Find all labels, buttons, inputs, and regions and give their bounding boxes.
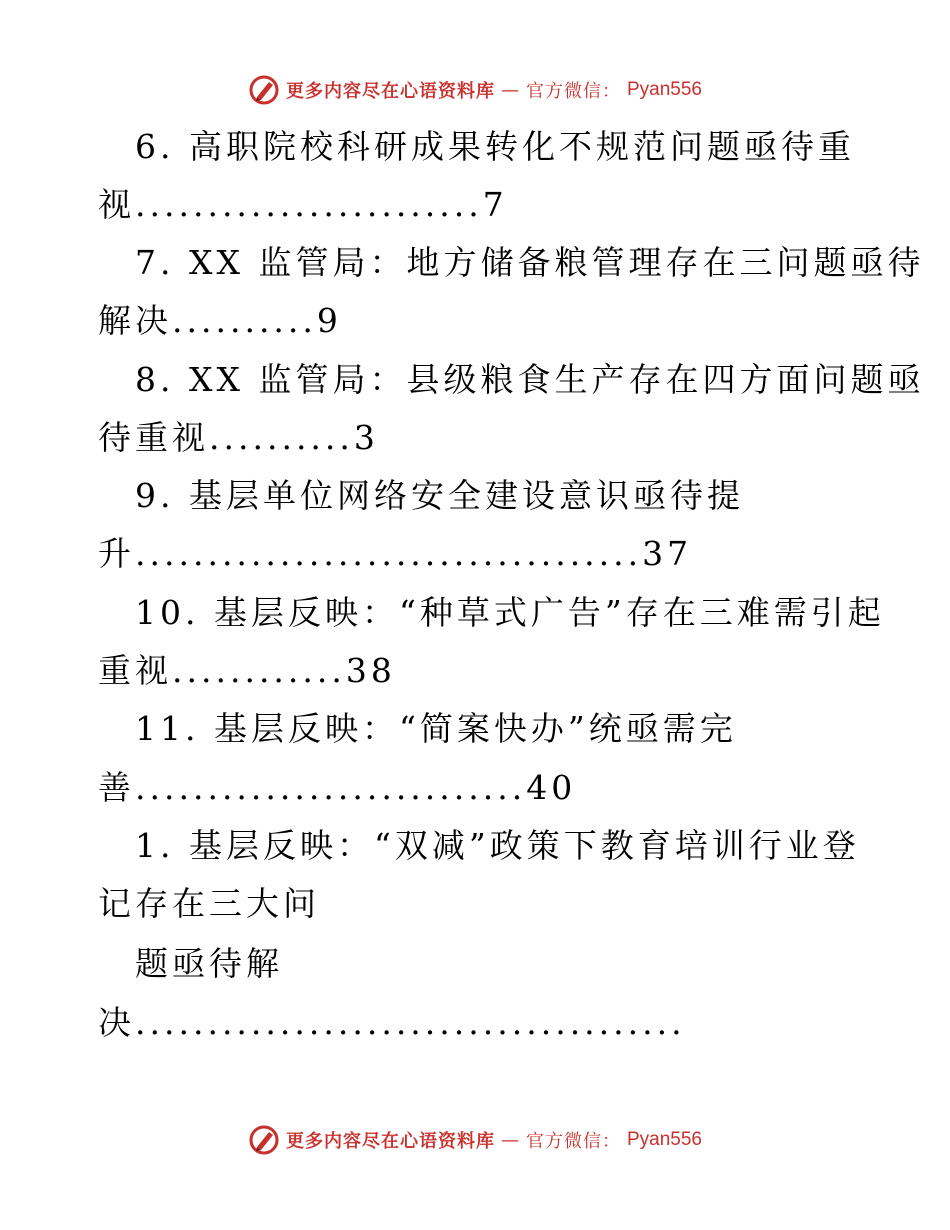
- pen-logo-icon: [248, 1124, 280, 1156]
- toc-entry-6-page: 视........................7: [98, 185, 508, 224]
- toc-entry-1-title-cont2: 题亟待解: [135, 944, 283, 983]
- banner-dash: —: [500, 1129, 520, 1151]
- toc-entry-9-title: 9. 基层单位网络安全建设意识亟待提: [135, 476, 744, 515]
- toc-entry-7-page: 解决..........9: [98, 301, 342, 340]
- toc-entry-1-title-cont: 记存在三大问: [98, 884, 320, 923]
- banner-dash: —: [500, 79, 520, 101]
- banner-wechat-id: Pyan556: [626, 79, 702, 100]
- banner-official-label: 官方微信：: [525, 81, 621, 102]
- banner-wechat-id: Pyan556: [626, 1129, 702, 1150]
- toc-entry-6-title: 6. 高职院校科研成果转化不规范问题亟待重: [135, 127, 855, 166]
- header-banner: [0, 70, 950, 110]
- banner-main-text: 更多内容尽在心语资料库: [285, 81, 495, 102]
- toc-entry-10-title: 10. 基层反映：“种草式广告”存在三难需引起: [135, 593, 885, 632]
- toc-entry-1-title: 1. 基层反映：“双减”政策下教育培训行业登: [135, 826, 860, 865]
- footer-banner: [0, 1120, 950, 1160]
- toc-entry-11-page: 善...........................40: [98, 768, 577, 807]
- banner-official-label: 官方微信：: [525, 1131, 621, 1152]
- toc-entry-9-page: 升...................................37: [98, 534, 693, 573]
- pen-logo-icon: [248, 74, 280, 106]
- toc-entry-8-title: 8. XX 监管局：县级粮食生产存在四方面问题亟: [135, 360, 925, 399]
- banner-main-text: 更多内容尽在心语资料库: [285, 1131, 495, 1152]
- toc-entry-7-title: 7. XX 监管局：地方储备粮管理存在三问题亟待: [135, 243, 925, 282]
- toc-entry-8-page: 待重视..........3: [98, 418, 379, 457]
- toc-entry-1-page: 决......................................: [98, 1003, 686, 1042]
- toc-entry-11-title: 11. 基层反映：“简案快办”统亟需完: [135, 709, 737, 748]
- toc-entry-10-page: 重视............38: [98, 651, 396, 690]
